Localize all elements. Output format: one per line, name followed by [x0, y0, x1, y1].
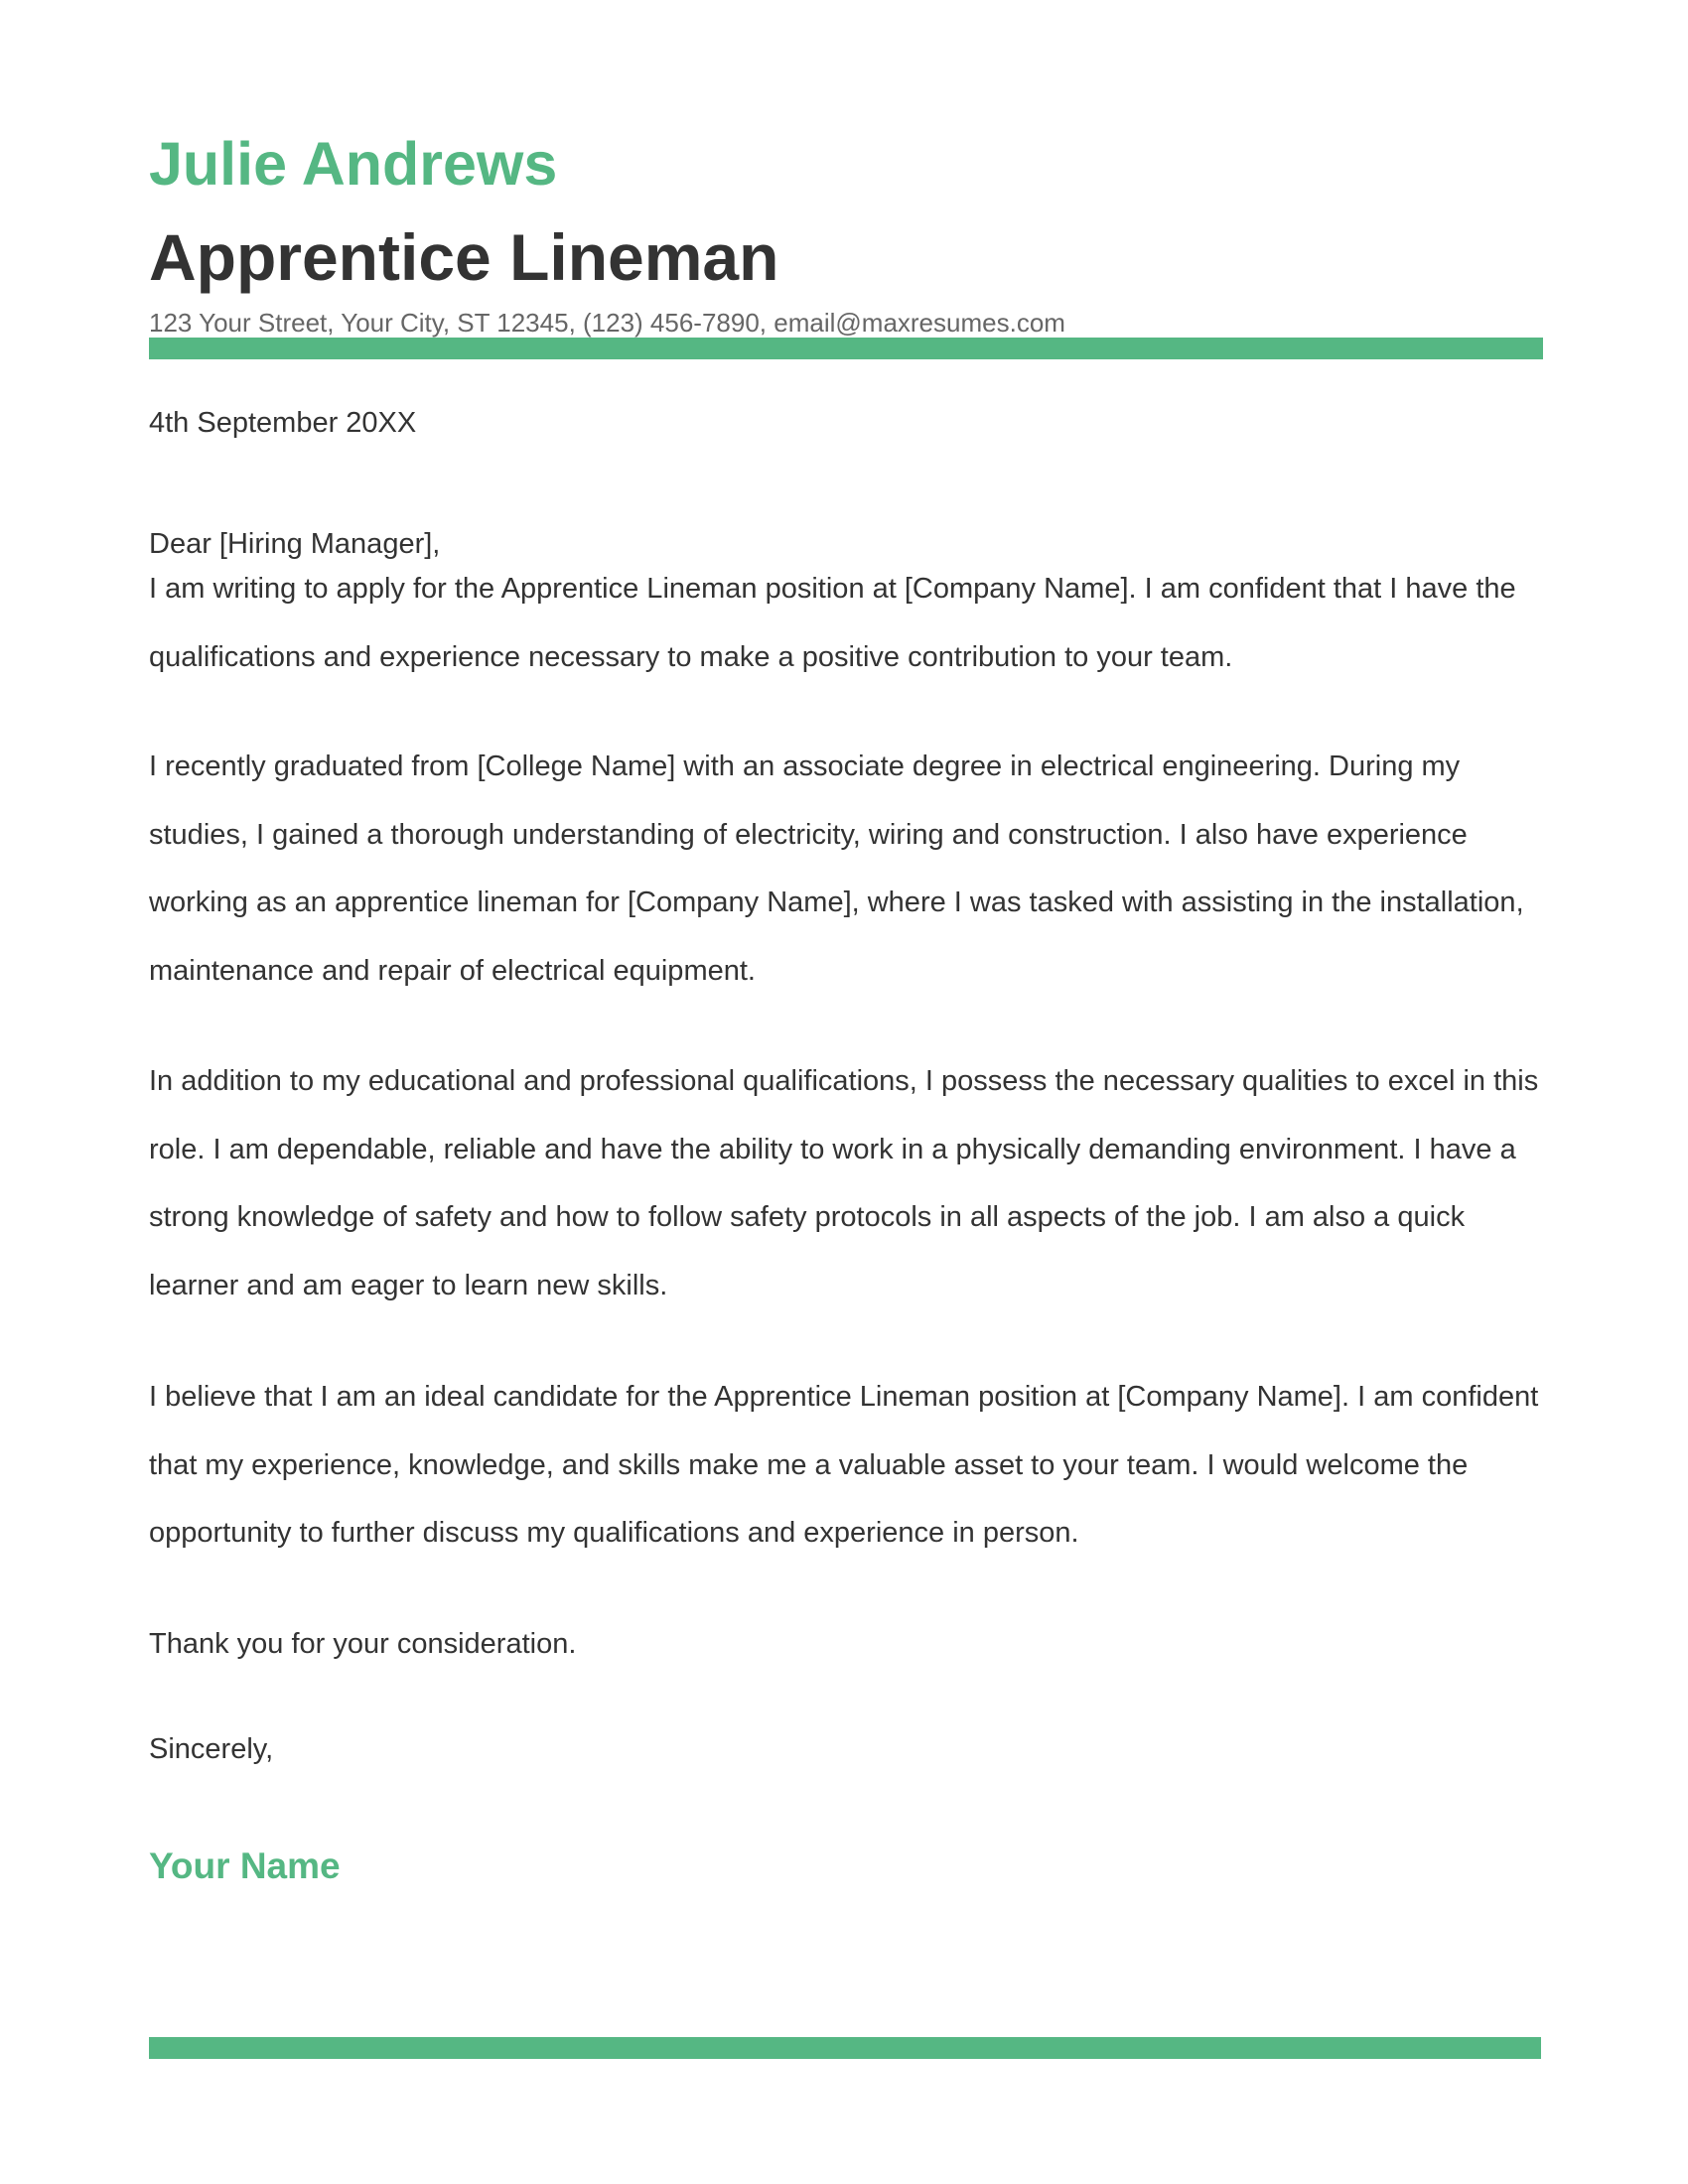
job-title: Apprentice Lineman [149, 220, 779, 294]
letter-date: 4th September 20XX [149, 407, 417, 439]
footer-divider [149, 2037, 1541, 2059]
body-paragraph: In addition to my educational and professional qualifications, I possess the necessary qualities to excel in this role. I am dependable, reliable and have the ability to work in a physically demanding environment. I have a strong knowledge of safety and how to follow safety protocols in all aspects of the job. I am also a quick learner and am eager to learn new skills. [149, 1065, 1539, 1302]
body-paragraph: Thank you for your consideration. [149, 1628, 577, 1660]
applicant-name: Julie Andrews [149, 130, 558, 198]
salutation: Dear [Hiring Manager], [149, 528, 441, 560]
body-paragraph: I recently graduated from [College Name] with an associate degree in electrical engineering. During my studies, I gained a thorough understanding of electricity, wiring and construction. I also have experience working as an apprentice lineman for [Company Name], where I was tasked with assisting in the installation, maintenance and repair of electrical equipment. [149, 751, 1524, 988]
contact-line: 123 Your Street, Your City, ST 12345, (123) 456-7890, email@maxresumes.com [149, 308, 1065, 338]
body-paragraph: I am writing to apply for the Apprentice Lineman position at [Company Name]. I am confident that I have the qualifications and experience necessary to make a positive contribution to your team. [149, 573, 1516, 673]
closing: Sincerely, [149, 1733, 274, 1765]
signature-name: Your Name [149, 1845, 341, 1886]
body-paragraph: I believe that I am an ideal candidate for the Apprentice Lineman position at [Company Name]. I am confident that my experience, knowledge, and skills make me a valuable asset to your team. I would welcome the opportunity to further discuss my qualifications and experience in person. [149, 1381, 1539, 1550]
cover-letter-page [149, 0, 1543, 2184]
header-divider [149, 338, 1543, 359]
